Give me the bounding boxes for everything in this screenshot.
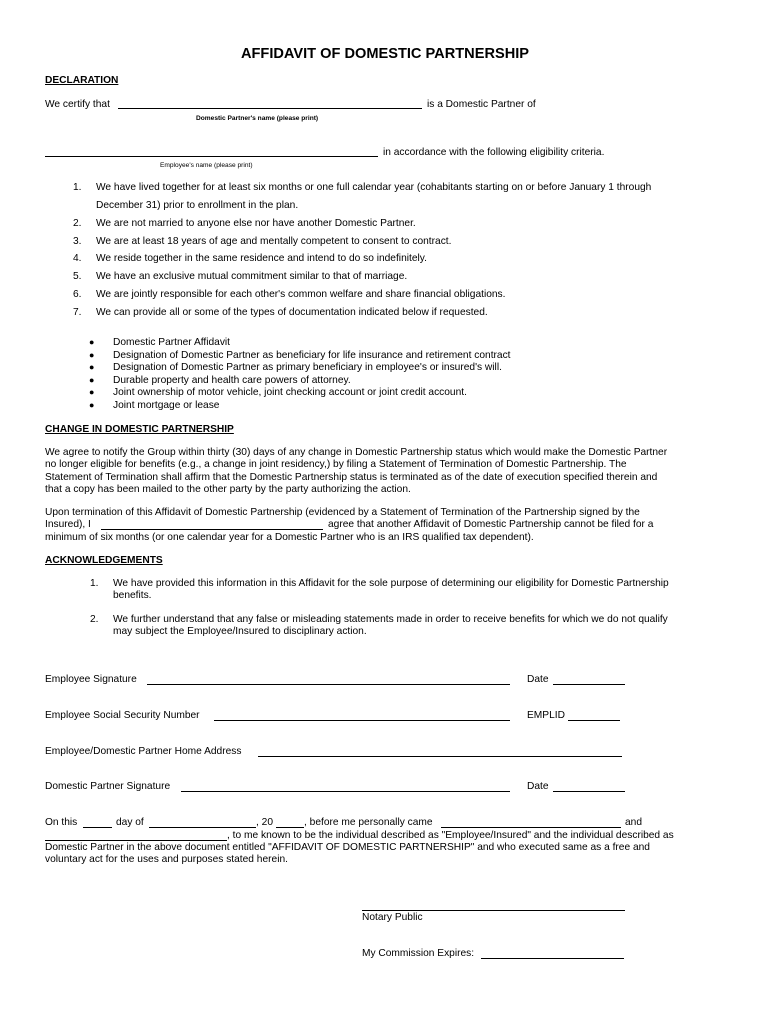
ack-text: may subject the Employee/Insured to disciplinary action.: [113, 626, 367, 637]
list-item: Joint ownership of motor vehicle, joint checking account or joint credit account.: [113, 387, 467, 398]
declaration-heading: DECLARATION: [45, 75, 119, 86]
ack-text: We have provided this information in this Affidavit for the sole purpose of determining our eligibility for Domestic Partnership: [113, 578, 669, 589]
criterion-text: We can provide all or some of the types of documentation indicated below if requested.: [96, 307, 488, 318]
bullet-icon: ●: [89, 362, 95, 372]
list-item: Designation of Domestic Partner as primary beneficiary in employee's or insured's will.: [113, 362, 502, 373]
notary-year-field[interactable]: [276, 827, 304, 828]
notary-and: and: [625, 817, 642, 828]
ack-number: 2.: [90, 614, 99, 625]
notary-person1-field[interactable]: [441, 827, 621, 828]
acknowledgements-heading: ACKNOWLEDGEMENTS: [45, 555, 163, 566]
employee-signature-label: Employee Signature: [45, 674, 137, 685]
criterion-number: 1.: [73, 182, 82, 193]
accordance-text: in accordance with the following eligibility criteria.: [383, 147, 605, 158]
list-item: Domestic Partner Affidavit: [113, 337, 231, 348]
notary-year-prefix: , 20: [256, 817, 273, 828]
change-paragraph-line: no longer eligible for benefits (e.g., a change in joint residency,) by filing a Statement of Termination of Domestic Partnership. The: [45, 459, 627, 470]
list-item: Durable property and health care powers of attorney.: [113, 375, 351, 386]
criterion-number: 5.: [73, 271, 82, 282]
partner-signature-field[interactable]: [181, 791, 510, 792]
employee-name-caption: Employee's name (please print): [160, 162, 253, 169]
employee-name-field[interactable]: [45, 156, 378, 157]
date-field[interactable]: [553, 684, 625, 685]
partner-name-field[interactable]: [118, 108, 422, 109]
bullet-icon: ●: [89, 387, 95, 397]
certify-prefix: We certify that: [45, 99, 110, 110]
notary-person2-field[interactable]: [45, 840, 227, 841]
criterion-number: 4.: [73, 253, 82, 264]
notary-on-this: On this: [45, 817, 78, 828]
notary-known-text: , to me known to be the individual described as "Employee/Insured" and the individual described as: [227, 830, 674, 841]
termination-line: Upon termination of this Affidavit of Domestic Partnership (evidenced by a Statement of Termination of the Partnership signed by the: [45, 507, 640, 518]
ack-text: We further understand that any false or misleading statements made in order to receive benefits for which we do not qualify: [113, 614, 668, 625]
list-item: Designation of Domestic Partner as beneficiary for life insurance and retirement contract: [113, 350, 511, 361]
ssn-label: Employee Social Security Number: [45, 710, 200, 721]
partner-signature-label: Domestic Partner Signature: [45, 781, 171, 792]
commission-expires-field[interactable]: [481, 958, 624, 959]
notary-day-of: day of: [116, 817, 144, 828]
home-address-label: Employee/Domestic Partner Home Address: [45, 746, 242, 757]
termination-prefix: Insured), I: [45, 519, 91, 530]
criterion-text: We are not married to anyone else nor have another Domestic Partner.: [96, 218, 416, 229]
bullet-icon: ●: [89, 375, 95, 385]
criterion-text: We have an exclusive mutual commitment similar to that of marriage.: [96, 271, 408, 282]
criterion-number: 3.: [73, 236, 82, 247]
criterion-text: We have lived together for at least six months or one full calendar year (cohabitants starting on or before January 1 through: [96, 182, 652, 193]
insured-name-field[interactable]: [101, 529, 323, 530]
change-paragraph-line: We agree to notify the Group within thirty (30) days of any change in Domestic Partnership status which would make the Domestic Partner: [45, 447, 668, 458]
change-paragraph-line: Statement of Termination shall affirm that the Domestic Partnership status is terminated as of the date of execution specified therein and: [45, 472, 658, 483]
emplid-field[interactable]: [568, 720, 620, 721]
partner-name-caption: Domestic Partner's name (please print): [196, 115, 319, 122]
bullet-icon: ●: [89, 350, 95, 360]
criterion-number: 6.: [73, 289, 82, 300]
emplid-label: EMPLID: [527, 710, 565, 721]
criterion-number: 2.: [73, 218, 82, 229]
notary-month-field[interactable]: [149, 827, 256, 828]
bullet-icon: ●: [89, 400, 95, 410]
ack-number: 1.: [90, 578, 99, 589]
criterion-number: 7.: [73, 307, 82, 318]
termination-suffix: agree that another Affidavit of Domestic Partnership cannot be filed for a: [328, 519, 654, 530]
ack-text: benefits.: [113, 590, 152, 601]
notary-text-line: Domestic Partner in the above document entitled "AFFIDAVIT OF DOMESTIC PARTNERSHIP" and who executed same as a free and: [45, 842, 650, 853]
certify-suffix: is a Domestic Partner of: [427, 99, 536, 110]
notary-signature-field[interactable]: [362, 910, 625, 911]
notary-public-label: Notary Public: [362, 912, 423, 923]
date-field[interactable]: [553, 791, 625, 792]
change-heading: CHANGE IN DOMESTIC PARTNERSHIP: [45, 424, 234, 435]
home-address-field[interactable]: [258, 756, 622, 757]
date-label: Date: [527, 674, 549, 685]
ssn-field[interactable]: [214, 720, 510, 721]
bullet-icon: ●: [89, 337, 95, 347]
commission-expires-label: My Commission Expires:: [362, 948, 475, 959]
change-paragraph-line: that a copy has been mailed to the other party by the party authorizing the action.: [45, 484, 411, 495]
notary-text-line: voluntary act for the uses and purposes stated herein.: [45, 854, 288, 865]
termination-line: minimum of six months (or one calendar year for a Domestic Partner who is an IRS qualified tax dependent).: [45, 532, 534, 543]
criterion-text: December 31) prior to enrollment in the plan.: [96, 200, 299, 211]
criterion-text: We are at least 18 years of age and mentally competent to consent to contract.: [96, 236, 452, 247]
notary-day-field[interactable]: [83, 827, 112, 828]
criterion-text: We are jointly responsible for each other's common welfare and share financial obligations.: [96, 289, 506, 300]
criterion-text: We reside together in the same residence and intend to do so indefinitely.: [96, 253, 427, 264]
employee-signature-field[interactable]: [147, 684, 510, 685]
notary-before-me: , before me personally came: [304, 817, 433, 828]
date-label: Date: [527, 781, 549, 792]
list-item: Joint mortgage or lease: [113, 400, 220, 411]
page-title: AFFIDAVIT OF DOMESTIC PARTNERSHIP: [240, 46, 530, 62]
